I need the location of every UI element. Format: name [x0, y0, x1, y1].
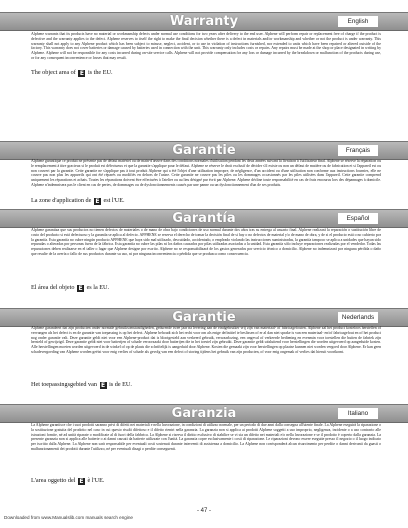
- scope-after: is de EU.: [109, 381, 132, 388]
- section-title: Garantie: [172, 143, 236, 158]
- scope-after: is the EU.: [87, 69, 113, 76]
- section-header-italiano: [0, 404, 408, 423]
- scope-after: è l'UE.: [87, 477, 105, 484]
- eu-mark-icon: E: [95, 198, 100, 205]
- scope-line-nederlands: [31, 381, 132, 389]
- section-title: Garantie: [172, 310, 236, 325]
- scope-before: El área del objeto: [31, 284, 75, 291]
- scope-after: est l'UE.: [103, 197, 125, 204]
- language-badge: Français: [338, 145, 378, 156]
- eu-mark-icon: E: [100, 382, 106, 389]
- section-header-espanol: [0, 209, 408, 228]
- scope-before: Het toepassingsgebied van: [31, 381, 97, 388]
- language-badge: Nederlands: [338, 312, 378, 323]
- section-header-english: [0, 12, 408, 31]
- scope-before: La zone d'application de: [31, 197, 92, 204]
- scope-after: es la EU.: [86, 284, 110, 291]
- scope-line-espanol: [31, 284, 109, 292]
- language-badge: Español: [338, 213, 378, 224]
- scope-before: L'area oggetto del: [31, 477, 76, 484]
- language-badge: English: [338, 16, 378, 27]
- footer-download-link[interactable]: Downloaded from www.Manualslib.com manuals search engine: [4, 515, 133, 520]
- warranty-text-italiano: La Alphene garantisce che i suoi prodotti saranno privi di difetti nei materiali e nella lavorazione, in condizioni di utilizzo normale, per un periodo di due anni dalla consegna all'utente finale. La Alphene eseguirà la riparazione o la sostituzione gratuita del prodotto nel caso in cui questo risulti difettoso e il difetto rientri nella garanzia. La garanzia non si applica ai prodotti Alphene soggetti a uso improprio, negligenza, incidente o a uso contrario alle istruzioni fornite, né ad unità riparate o modificate al di fuori della fabbrica. La Alphene si riserva il diritto esclusivo di stabilire se vi sia un difetto nei materiali e/o nella lavorazione e se il prodotto è coperto dalla garanzia. La presente garanzia non si applica alle batterie o ai danni causati da batterie utilizzate con l'unità. La garanzia copre esclusivamente i costi di riparazione. Le riparazioni devono essere eseguite presso il negozio o il luogo indicato per iscritto dalla Alphene. La Alphene non sarà responsabile per eventuali costi sostenuti durante interventi di assistenza a domicilio. La Alphene non corrisponderà alcun risarcimento per perdite o danni derivanti da guasti o malfunzionamenti dei prodotti durante l'utilizzo, né per eventuali disagi o perdite conseguenti.: [31, 423, 381, 451]
- page-number: - 47 -: [196, 508, 211, 514]
- warranty-text-francais: Alphene garantique ce produit ne présente pas de défaut matériel ou de main-d'œuvre dans des conditions normales d'utilisation pendant les deux années suivant la livraison à l'utilisateur final. Alphene se réserve la réparation ou le remplacement à titre gracieux si le produit est défectueux et que la garantie s'applique pour le défaut. Alphene se réserve le droit exclusif de décider s'il existe ou non un défaut de matière ou de fabrication et si l'appareil est ou non couvert par la garantie. Cette garantie ne s'applique pas à tout produit Alphene qui a été l'objet d'une utilisation impropre, de négligence, d'un accident ou d'une utilisation non conforme aux instructions fournies, elle ne couvre pas non plus les appareils qui ont été réparés ou modifiés en dehors de l'usine. Cette garantie ne couvre pas les piles ou les dommages occasionnés par les piles utilisées dans l'appareil. Cette garantie comprend uniquement les réparations et achats. Toutes les réparations doivent être effectuées à l'atelier ou au lieu désigné par écrit par Alphene. Alphene décline toute responsabilité en cas de frais encourus lors des dépannages à domicile. Alphene n'indemnisera pas le client en cas de pertes, de dommages ou de dysfonctionnements causés par une panne ou un dysfonctionnement d'un de ses produits.: [31, 159, 381, 187]
- scope-line-english: [31, 69, 113, 77]
- section-header-nederlands: [0, 308, 408, 327]
- section-title: Warranty: [169, 14, 239, 29]
- section-title: Garantía: [172, 211, 236, 226]
- section-header-francais: [0, 141, 408, 160]
- language-badge: Italiano: [338, 408, 378, 419]
- eu-mark-icon: E: [79, 70, 84, 77]
- eu-mark-icon: E: [79, 478, 84, 485]
- eu-mark-icon: E: [78, 285, 83, 292]
- scope-line-francais: [31, 197, 125, 205]
- scope-before: The object area of: [31, 69, 76, 76]
- scope-line-italiano: [31, 477, 104, 485]
- warranty-text-espanol: Alphene garantiza que sus productos no tienen defectos de materiales o de mano de obra bajo condiciones de uso normal durante dos años tras su entrega al usuario final. Alphene realizará la reparación o sustitución libre de costo del producto si está defectuoso y la garantía se aplica al defecto. APPHENE se reserva el derecho de tomar la decisión final de si hay o no defectos de material y/o de mano de obra, y de si el producto está o no cubierto por la garantía. Esta garantía no cubre ningún producto APPHENE que haya sido mal utilizado, descuidado, accidentado, o empleado violando las instrucciones suministradas, la garantía tampoco se aplica a unidades que hayan sido reparadas o alteradas por personas fuera de la fábrica. Esta garantía no cubre las pilas ni los daños causados por pilas utilizadas asociadas a la unidad. Esta garantía sólo incluye reparaciones realizadas por el vendedor. Todas las reparaciones deben realizarse en el taller o lugar que Alphene designe por escrito. Alphene no se responsabilizará de los gastos generados por servicio técnico a domicilio. Alphene no indemnizará por ninguna pérdida o daño que resulte de la avería o fallo de sus productos durante su uso, ni por ninguna inconveniencia o pérdida que se produzca como consecuencia.: [31, 228, 381, 256]
- warranty-text-english: Alphene warrants that its products have no material or workmanship defects under normal use conditions for two years after delivery to the end user. Alphene will perform repair or replacement free of charge if the product is defective and the warranty applies to the defect. Alphene reserves to itself the right to make the final decision whether there is a defect in materials and/or workmanship and whether or not the product is under warranty. This warranty shall not apply to any Alphene product which has been subject to misuse, neglect, accident, or to use in violation of instructions furnished, nor extended to units which have been repaired or altered outside of the factory. This warranty does not cover batteries or damage caused by batteries used in connection with the unit. This warranty only includes costs or repairs. Any repairs must be made at the shop or place designated in writing by Alphene. Alphene will not be responsible for any costs incurred during on-site service calls. Alphene will not provide compensation for any loss or damage incurred by the breakdown or malfunction of the products during use, or for any consequent inconvenience or losses that may result.: [31, 32, 381, 60]
- warranty-text-nederlands: Alphene garandeert dat zijn producten onder normale gebruiksomstandigheden, gedurende twee jaar na levering aan de eindgebruiker vrij zijn van materiaal- of fabricagefouten. Alphene zal het product kosteloos herstellen of vervangen als het defect is en de garantie van toepassing is op het defect. Alphene behoudt zich het recht voor om als enige definitief te beslissen of er al dan niet sprake is van een materiaal- en/of fabricagefout en of het product nog onder garantie valt. Deze garantie geldt niet voor een Alphene-product dat is blootgesteld aan verkeerd gebruik, verwaarlozing, een ongeval of verkeerde bediening en evenmin voor toestellen die buiten de fabriek zijn hersteld of gewijzigd. Deze garantie geldt niet voor batterijen of schade veroorzaakt door batterijen die in het toestel zijn gebruikt. Deze garantie geldt uitsluitend voor herstellingen die worden uitgevoerd op aangeduide kosten. Alle herstellingen moeten worden uitgevoerd in de winkel of op de plaats die schriftelijk is aangeduid door Alphene. Kosten die gemaakt zijn voor herstellingen op plaatse kunnen niet worden vergoed door Alphene. Er kan geen schadevergoeding van Alphene worden geëist voor enig verlies of schade als gevolg van een defect of storing tijdens het gebruik van zijn producten, of voor enig ongemak of verlies dat hieruit voortkomt.: [31, 326, 381, 354]
- section-title: Garanzia: [171, 406, 237, 421]
